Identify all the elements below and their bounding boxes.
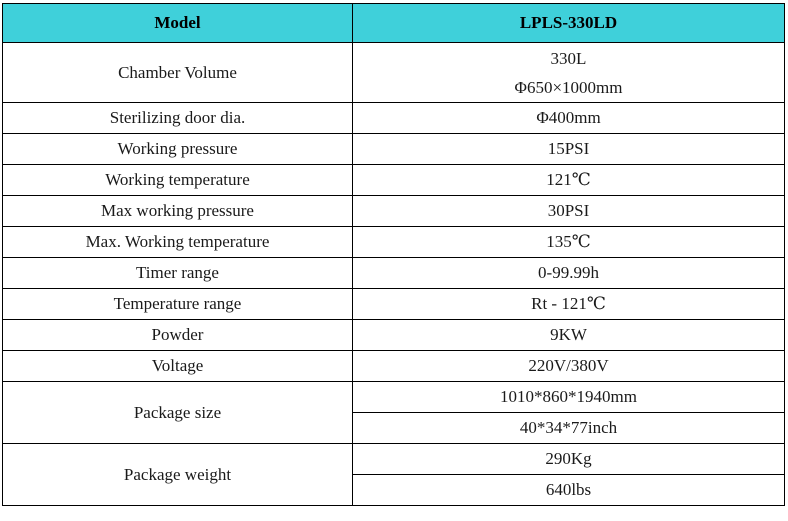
table-row xyxy=(3,103,785,134)
table-row xyxy=(3,351,785,382)
row-label: Chamber Volume xyxy=(3,43,353,103)
table-row xyxy=(3,196,785,227)
row-value: 15PSI xyxy=(353,134,785,165)
row-label: Package size xyxy=(3,382,353,444)
row-value: 640lbs xyxy=(353,475,785,506)
row-value: Φ400mm xyxy=(353,103,785,134)
table-row xyxy=(3,165,785,196)
table-row xyxy=(3,134,785,165)
row-label: Working temperature xyxy=(3,165,353,196)
row-value: 135℃ xyxy=(353,227,785,258)
row-value: 30PSI xyxy=(353,196,785,227)
header-row xyxy=(3,4,785,43)
row-value: 121℃ xyxy=(353,165,785,196)
row-value: 40*34*77inch xyxy=(353,413,785,444)
row-value: Rt - 121℃ xyxy=(353,289,785,320)
row-label: Powder xyxy=(3,320,353,351)
header-model-value: LPLS-330LD xyxy=(353,4,785,43)
row-label: Temperature range xyxy=(3,289,353,320)
table-row xyxy=(3,444,785,475)
row-label: Timer range xyxy=(3,258,353,289)
row-label: Sterilizing door dia. xyxy=(3,103,353,134)
row-value: 290Kg xyxy=(353,444,785,475)
table-header xyxy=(3,4,785,43)
row-label: Max working pressure xyxy=(3,196,353,227)
row-label: Max. Working temperature xyxy=(3,227,353,258)
row-label: Working pressure xyxy=(3,134,353,165)
table-row xyxy=(3,43,785,103)
table-row xyxy=(3,289,785,320)
row-label: Voltage xyxy=(3,351,353,382)
row-value: 1010*860*1940mm xyxy=(353,382,785,413)
row-value: 0-99.99h xyxy=(353,258,785,289)
row-label: Package weight xyxy=(3,444,353,506)
value-line: Φ650×1000mm xyxy=(514,77,623,97)
table-row xyxy=(3,258,785,289)
table-row xyxy=(3,320,785,351)
row-value: 220V/380V xyxy=(353,351,785,382)
value-line: 330L xyxy=(550,48,587,68)
table-row xyxy=(3,227,785,258)
header-model-label: Model xyxy=(3,4,353,43)
spec-table xyxy=(2,3,785,506)
table-row xyxy=(3,382,785,413)
table-body xyxy=(3,43,785,506)
row-value xyxy=(353,43,785,103)
row-value: 9KW xyxy=(353,320,785,351)
